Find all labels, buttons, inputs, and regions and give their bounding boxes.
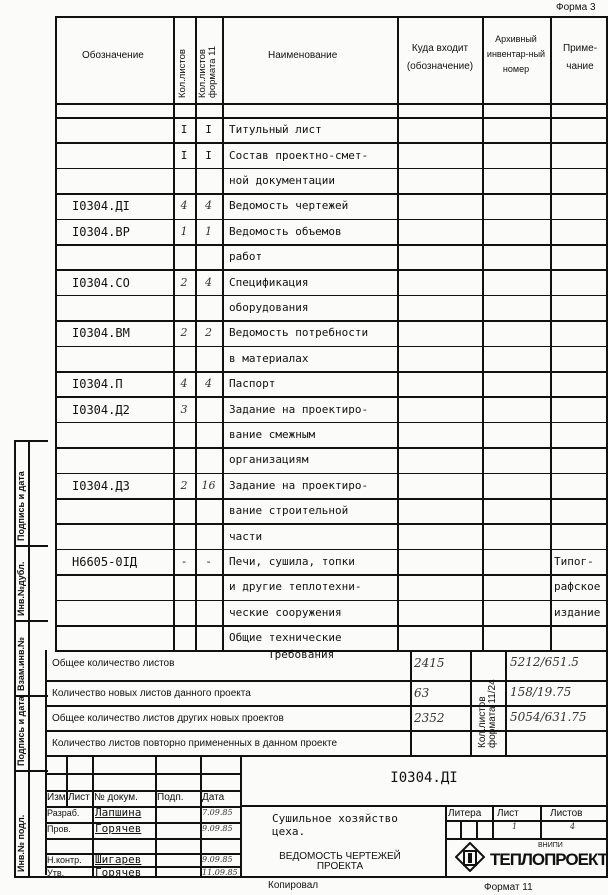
divider (55, 447, 608, 449)
divider (45, 755, 608, 757)
summary-value-11-24: 5212/651.5 (510, 655, 579, 669)
divider (55, 549, 608, 551)
sheets-label: Листов (550, 808, 583, 819)
row-note: Типог- (554, 555, 594, 568)
row-code: I0304.СО (72, 275, 130, 290)
divider (55, 498, 608, 500)
form-label: Форма 3 (556, 2, 596, 13)
tb-head: Подп. (157, 792, 184, 803)
footer-format: Формат 11 (484, 882, 533, 893)
row-name: Ведомость чертежей (229, 199, 349, 213)
row-name: вание строительной (229, 504, 349, 518)
header-code: Обозначение (82, 50, 144, 61)
margin-label: Инв.№дубл. (16, 561, 26, 616)
tb-role: Н.контр. (47, 855, 82, 865)
row-name: и другие теплотехни- (229, 580, 362, 594)
row-name: Спецификация (229, 275, 309, 289)
header-note: Приме-чание (562, 43, 598, 72)
org-logo-icon (455, 842, 485, 872)
tb-name: Горячев (95, 822, 142, 835)
row-sheets: 2 (180, 478, 188, 492)
row-code: I0304.Д2 (72, 402, 130, 417)
divider (155, 755, 157, 876)
divider (55, 523, 608, 525)
divider (606, 16, 608, 876)
tb-head: Дата (202, 792, 225, 803)
divider (55, 103, 608, 105)
divider (55, 168, 608, 170)
header-archive: Архивный инвентар-ный номер (486, 34, 546, 74)
summary-value: 2415 (414, 656, 445, 670)
divider (55, 473, 608, 475)
row-name: Общие технические (229, 631, 342, 645)
divider (55, 142, 608, 144)
summary-value-11-24: 158/19.75 (510, 685, 572, 699)
row-sheets: I (180, 123, 188, 137)
row-name: в материалах (229, 351, 309, 365)
row-name: Ведомость потребности (229, 326, 369, 340)
row-name: работ (229, 250, 263, 264)
divider (476, 820, 478, 838)
divider (240, 805, 608, 807)
footer-copied: Копировал (268, 880, 319, 891)
divider (482, 16, 484, 650)
org-name: ТЕПЛОПРОЕКТ (490, 850, 608, 869)
row-name: организациям (229, 453, 309, 467)
summary-value-11-24: 5054/631.75 (510, 710, 587, 724)
row-sheets11: - (205, 555, 212, 568)
tb-role: Пров. (47, 824, 71, 834)
row-sheets: 4 (180, 377, 188, 391)
divider (45, 680, 608, 682)
divider (14, 545, 48, 547)
divider (55, 16, 57, 650)
divider (445, 838, 608, 840)
row-name: ческие сооружения (229, 605, 342, 619)
divider (45, 730, 608, 732)
divider (55, 16, 608, 18)
row-sheets: I (180, 148, 188, 162)
divider (445, 805, 447, 876)
divider (55, 422, 608, 424)
tb-date: 9.09.85 (202, 855, 233, 864)
header-sheets11: Кол.листов формата 11 (197, 45, 218, 98)
tb-date: 9.09.85 (202, 824, 233, 833)
divider (505, 650, 507, 755)
tb-date: 11.09.85 (202, 868, 238, 877)
row-sheets: 2 (180, 275, 188, 289)
org-small: ВНИПИ (538, 842, 563, 849)
tb-role: Разраб. (47, 808, 80, 818)
row-sheets11: 16 (201, 478, 216, 492)
row-sheets11: I (205, 123, 212, 137)
summary-value: 2352 (414, 711, 445, 725)
row-code: I0304.П (72, 377, 123, 392)
margin-label: Инв.№ подл. (16, 814, 26, 872)
divider (45, 650, 47, 875)
margin-label: Подпись и дата (16, 696, 26, 766)
summary-label: Общее количество листов (52, 658, 175, 669)
divider (55, 346, 608, 348)
row-code: I0304.Д3 (72, 478, 130, 493)
header-sheets: Кол.листов (177, 49, 188, 98)
row-name: вание смежным (229, 428, 316, 441)
row-sheets11: 1 (205, 224, 212, 238)
row-sheets11: I (205, 148, 212, 162)
row-name: Паспорт (229, 377, 276, 391)
row-sheets11: 4 (205, 275, 212, 289)
row-sheets: 4 (180, 199, 188, 213)
tb-head: Лист (68, 792, 90, 803)
sheets-value: 4 (570, 822, 576, 831)
row-name: Титульный лист (229, 123, 322, 137)
row-note: рафское (554, 580, 601, 594)
tb-name: Лапшина (95, 806, 142, 819)
sheet-value: 1 (512, 822, 518, 831)
divider (492, 805, 494, 838)
row-sheets: 1 (180, 224, 188, 238)
divider (45, 705, 608, 707)
tb-name: Горячев (95, 866, 142, 879)
divider (45, 773, 240, 775)
row-sheets11: 4 (205, 377, 212, 391)
row-code: I0304.ВР (72, 224, 130, 239)
row-sheets: - (180, 555, 188, 568)
divider (222, 16, 224, 650)
row-name: Задание на проектиро- (229, 478, 369, 492)
margin-label: Подпись и дата (16, 471, 26, 541)
divider (55, 117, 608, 119)
summary-value: 63 (414, 686, 430, 700)
divider (55, 219, 608, 221)
overflow-text: Требования (268, 648, 335, 661)
row-note: издание (554, 605, 601, 619)
doc-title: ВЕДОМОСТЬ ЧЕРТЕЖЕЙ ПРОЕКТА (279, 851, 401, 872)
header-name: Наименование (268, 50, 338, 61)
summary-label: Количество листов повторно примененных в данном проекте (52, 738, 337, 749)
divider (445, 820, 608, 822)
object-name: Сушильное хозяйство цеха. (272, 812, 398, 838)
divider (470, 650, 472, 755)
summary-label: Количество новых листов данного проекта (52, 688, 251, 699)
row-name: Задание на проектиро- (229, 402, 369, 416)
summary-side-label: Кол.листов формата 11/24 (477, 679, 498, 748)
divider (460, 820, 462, 838)
row-name: ной документации (229, 174, 335, 187)
divider (55, 295, 608, 297)
header-where: Куда входит (обозначение) (406, 43, 474, 72)
tb-role: Утв. (47, 868, 65, 878)
row-sheets11: 4 (205, 199, 212, 213)
sheet-label: Лист (497, 808, 519, 819)
summary-label: Общее количество листов других новых проектов (52, 713, 284, 724)
divider (410, 650, 412, 755)
divider (92, 755, 94, 876)
tb-head: Изм (47, 792, 66, 803)
divider (55, 396, 608, 398)
divider (550, 16, 552, 650)
row-code: I0304.ДI (72, 199, 130, 214)
divider (55, 244, 608, 246)
divider (55, 600, 608, 602)
divider (14, 620, 48, 622)
divider (14, 770, 48, 772)
divider (397, 16, 399, 650)
row-name: части (229, 529, 263, 543)
margin-label: Взам.инв.№ (16, 636, 26, 691)
divider (45, 838, 240, 840)
doc-code: I0304.ДI (390, 770, 458, 786)
divider (14, 440, 48, 442)
row-name: Ведомость объемов (229, 224, 342, 238)
divider (55, 193, 608, 195)
divider (55, 371, 608, 373)
divider (540, 805, 542, 838)
divider (55, 269, 608, 271)
row-sheets: 3 (180, 402, 188, 416)
divider (28, 440, 30, 876)
tb-name: Шигарев (95, 853, 142, 866)
row-code: I0304.ВМ (72, 326, 130, 341)
divider (55, 320, 608, 322)
tb-date: 7.09.85 (202, 808, 233, 817)
row-sheets: 2 (180, 326, 188, 340)
row-code: Н6605-0IД (72, 555, 138, 569)
divider (55, 574, 608, 576)
row-name: оборудования (229, 301, 309, 314)
litera-label: Литера (448, 808, 482, 819)
row-name: Печи, сушила, топки (229, 555, 355, 568)
row-name: Состав проектно-смет- (229, 148, 369, 162)
row-sheets11: 2 (205, 326, 212, 340)
divider (55, 625, 608, 627)
tb-head: № докум. (94, 792, 138, 803)
